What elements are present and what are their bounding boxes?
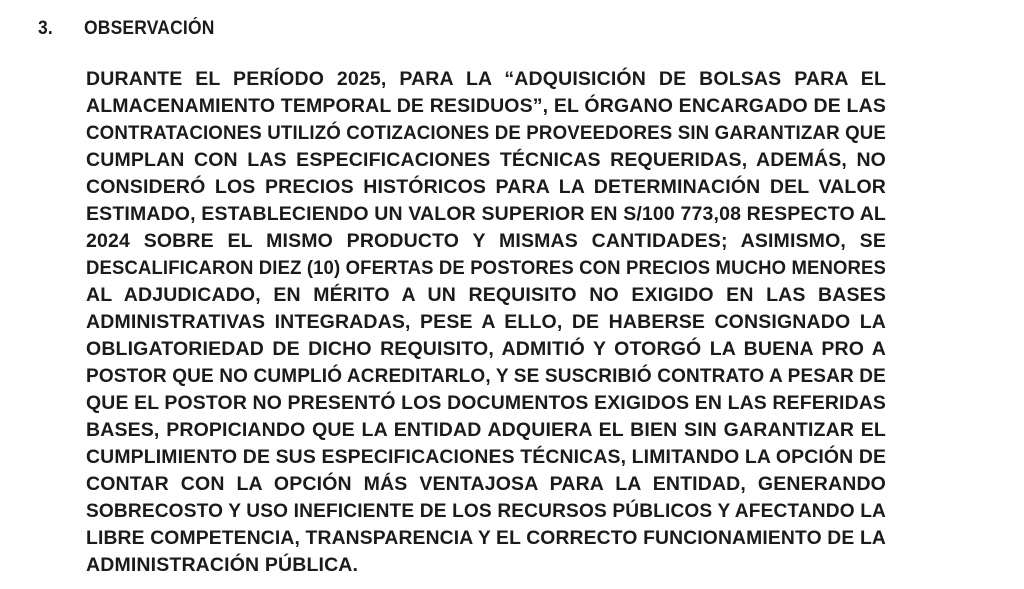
paragraph-line: QUE EL POSTOR NO PRESENTÓ LOS DOCUMENTOS EXIGIDOS EN LAS REFERIDAS xyxy=(86,392,887,414)
paragraph-line: ADMINISTRATIVAS INTEGRADAS, PESE A ELLO, DE HABERSE CONSIGNADO LA xyxy=(86,311,886,333)
paragraph-line: LIBRE COMPETENCIA, TRANSPARENCIA Y EL CORRECTO FUNCIONAMIENTO DE LA xyxy=(86,527,887,549)
paragraph-line: ESTIMADO, ESTABLECIENDO UN VALOR SUPERIOR EN S/100 773,08 RESPECTO AL xyxy=(86,203,886,225)
paragraph-line: CUMPLAN CON LAS ESPECIFICACIONES TÉCNICAS REQUERIDAS, ADEMÁS, NO xyxy=(86,149,886,171)
paragraph-line: ADMINISTRACIÓN PÚBLICA. xyxy=(86,554,359,576)
paragraph-line: CONSIDERÓ LOS PRECIOS HISTÓRICOS PARA LA DETERMINACIÓN DEL VALOR xyxy=(86,176,886,198)
paragraph-line: POSTOR QUE NO CUMPLIÓ ACREDITARLO, Y SE SUSCRIBIÓ CONTRATO A PESAR DE xyxy=(86,365,886,387)
section-heading xyxy=(38,18,215,40)
paragraph-line: DESCALIFICARON DIEZ (10) OFERTAS DE POSTORES CON PRECIOS MUCHO MENORES xyxy=(86,257,887,279)
paragraph-line: ALMACENAMIENTO TEMPORAL DE RESIDUOS”, EL ÓRGANO ENCARGADO DE LAS xyxy=(86,95,886,117)
section-title: OBSERVACIÓN xyxy=(84,18,215,39)
paragraph-line: OBLIGATORIEDAD DE DICHO REQUISITO, ADMITIÓ Y OTORGÓ LA BUENA PRO A xyxy=(86,338,886,360)
observation-paragraph xyxy=(86,66,886,579)
section-number: 3. xyxy=(38,18,53,39)
paragraph-line: 2024 SOBRE EL MISMO PRODUCTO Y MISMAS CANTIDADES; ASIMISMO, SE xyxy=(86,230,886,252)
paragraph-line: AL ADJUDICADO, EN MÉRITO A UN REQUISITO NO EXIGIDO EN LAS BASES xyxy=(86,284,886,306)
paragraph-line: SOBRECOSTO Y USO INEFICIENTE DE LOS RECURSOS PÚBLICOS Y AFECTANDO LA xyxy=(86,500,887,522)
paragraph-line: BASES, PROPICIANDO QUE LA ENTIDAD ADQUIERA EL BIEN SIN GARANTIZAR EL xyxy=(86,419,886,441)
paragraph-line: CONTAR CON LA OPCIÓN MÁS VENTAJOSA PARA LA ENTIDAD, GENERANDO xyxy=(86,473,886,495)
paragraph-line: CUMPLIMIENTO DE SUS ESPECIFICACIONES TÉCNICAS, LIMITANDO LA OPCIÓN DE xyxy=(86,446,887,468)
paragraph-line: CONTRATACIONES UTILIZÓ COTIZACIONES DE PROVEEDORES SIN GARANTIZAR QUE xyxy=(86,122,887,144)
paragraph-line: DURANTE EL PERÍODO 2025, PARA LA “ADQUISICIÓN DE BOLSAS PARA EL xyxy=(86,68,886,90)
